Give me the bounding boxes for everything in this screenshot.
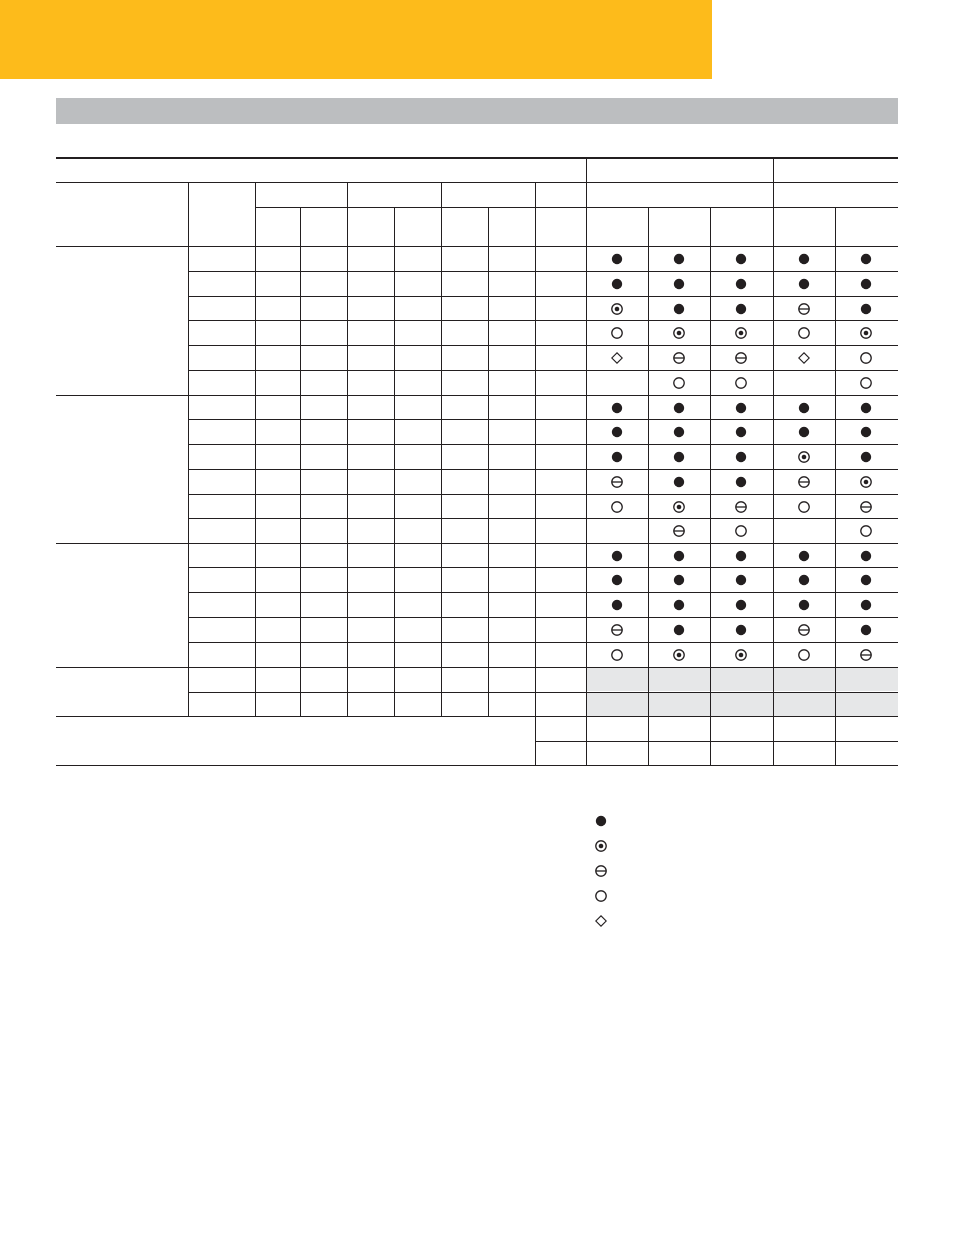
open-circle-icon	[611, 649, 623, 661]
filled-circle-icon	[860, 574, 872, 586]
open-diamond-icon	[595, 915, 607, 927]
filled-circle-icon	[673, 278, 685, 290]
filled-circle-icon	[860, 550, 872, 562]
filled-circle-icon	[673, 476, 685, 488]
shaded-cell	[773, 692, 835, 716]
filled-circle-icon	[673, 253, 685, 265]
filled-circle-icon	[611, 550, 623, 562]
circle-with-center-dot-icon	[611, 303, 623, 315]
filled-circle-icon	[673, 426, 685, 438]
circle-with-horizontal-bar-icon	[860, 501, 872, 513]
circle-with-center-dot-icon	[735, 327, 747, 339]
row-rule	[188, 444, 898, 445]
circle-with-horizontal-bar-icon	[798, 624, 810, 636]
filled-circle-icon	[611, 426, 623, 438]
filled-circle-icon	[611, 599, 623, 611]
row-rule	[188, 617, 898, 618]
open-circle-icon	[595, 890, 607, 902]
row-rule	[188, 370, 898, 371]
filled-circle-icon	[735, 624, 747, 636]
shaded-cell	[773, 667, 835, 691]
shaded-cell	[648, 667, 710, 691]
row-rule	[56, 716, 898, 717]
row-rule	[188, 642, 898, 643]
filled-circle-icon	[798, 599, 810, 611]
circle-with-center-dot-icon	[673, 327, 685, 339]
header-bottom-rule	[56, 246, 898, 247]
legend-item	[590, 912, 830, 930]
circle-with-horizontal-bar-icon	[673, 525, 685, 537]
circle-with-horizontal-bar-icon	[611, 624, 623, 636]
col-rule	[300, 207, 301, 716]
open-circle-icon	[735, 377, 747, 389]
legend-item	[590, 812, 830, 830]
circle-with-center-dot-icon	[595, 840, 607, 852]
table-bottom-rule	[56, 765, 898, 766]
open-circle-icon	[735, 525, 747, 537]
header-rule-2b	[586, 207, 898, 208]
circle-with-horizontal-bar-icon	[611, 476, 623, 488]
row-rule	[188, 345, 898, 346]
row-rule	[188, 469, 898, 470]
filled-circle-icon	[595, 815, 607, 827]
filled-circle-icon	[735, 303, 747, 315]
filled-circle-icon	[860, 451, 872, 463]
open-circle-icon	[673, 377, 685, 389]
open-circle-icon	[798, 649, 810, 661]
filled-circle-icon	[798, 278, 810, 290]
open-diamond-icon	[798, 352, 810, 364]
filled-circle-icon	[860, 402, 872, 414]
circle-with-center-dot-icon	[860, 327, 872, 339]
table-top-rule	[56, 157, 898, 159]
col-rule	[648, 207, 649, 766]
legend-item	[590, 887, 830, 905]
filled-circle-icon	[860, 253, 872, 265]
circle-with-horizontal-bar-icon	[735, 501, 747, 513]
shaded-cell	[835, 667, 898, 691]
filled-circle-icon	[611, 278, 623, 290]
filled-circle-icon	[673, 303, 685, 315]
filled-circle-icon	[673, 550, 685, 562]
open-circle-icon	[611, 327, 623, 339]
legend-item	[590, 862, 830, 880]
shaded-cell	[586, 692, 648, 716]
open-circle-icon	[798, 501, 810, 513]
filled-circle-icon	[735, 278, 747, 290]
col-rule	[710, 207, 711, 766]
filled-circle-icon	[798, 402, 810, 414]
circle-with-horizontal-bar-icon	[673, 352, 685, 364]
row-rule	[188, 320, 898, 321]
circle-with-center-dot-icon	[735, 649, 747, 661]
filled-circle-icon	[673, 402, 685, 414]
row-rule	[188, 592, 898, 593]
filled-circle-icon	[673, 574, 685, 586]
col-rule	[347, 182, 348, 716]
open-circle-icon	[798, 327, 810, 339]
group-rule	[56, 395, 898, 396]
col-rule	[586, 158, 587, 766]
circle-with-center-dot-icon	[860, 476, 872, 488]
filled-circle-icon	[611, 574, 623, 586]
group-rule	[56, 667, 898, 668]
filled-circle-icon	[611, 402, 623, 414]
row-rule	[188, 271, 898, 272]
row-rule	[188, 419, 898, 420]
col-rule	[188, 182, 189, 716]
filled-circle-icon	[798, 253, 810, 265]
circle-with-center-dot-icon	[673, 649, 685, 661]
col-rule	[394, 207, 395, 716]
col-rule	[835, 207, 836, 766]
legend-item	[590, 837, 830, 855]
filled-circle-icon	[798, 550, 810, 562]
filled-circle-icon	[673, 624, 685, 636]
row-rule	[188, 692, 898, 693]
open-diamond-icon	[611, 352, 623, 364]
filled-circle-icon	[735, 476, 747, 488]
filled-circle-icon	[798, 426, 810, 438]
col-rule	[488, 207, 489, 716]
open-circle-icon	[611, 501, 623, 513]
row-rule	[535, 741, 898, 742]
circle-with-center-dot-icon	[673, 501, 685, 513]
open-circle-icon	[860, 525, 872, 537]
shaded-cell	[710, 692, 773, 716]
filled-circle-icon	[735, 574, 747, 586]
filled-circle-icon	[798, 574, 810, 586]
group-rule	[56, 543, 898, 544]
shaded-cell	[835, 692, 898, 716]
col-rule	[441, 182, 442, 716]
circle-with-horizontal-bar-icon	[595, 865, 607, 877]
filled-circle-icon	[860, 599, 872, 611]
filled-circle-icon	[735, 599, 747, 611]
shaded-cell	[710, 667, 773, 691]
filled-circle-icon	[611, 253, 623, 265]
row-rule	[188, 518, 898, 519]
filled-circle-icon	[673, 451, 685, 463]
row-rule	[188, 494, 898, 495]
header-rule-2a	[255, 207, 586, 208]
filled-circle-icon	[611, 451, 623, 463]
row-rule	[188, 296, 898, 297]
circle-with-center-dot-icon	[798, 451, 810, 463]
open-circle-icon	[860, 352, 872, 364]
open-circle-icon	[860, 377, 872, 389]
circle-with-horizontal-bar-icon	[860, 649, 872, 661]
circle-with-horizontal-bar-icon	[798, 476, 810, 488]
circle-with-horizontal-bar-icon	[735, 352, 747, 364]
filled-circle-icon	[735, 451, 747, 463]
filled-circle-icon	[735, 550, 747, 562]
filled-circle-icon	[735, 253, 747, 265]
filled-circle-icon	[860, 426, 872, 438]
filled-circle-icon	[735, 402, 747, 414]
filled-circle-icon	[673, 599, 685, 611]
col-rule	[773, 158, 774, 766]
shaded-cell	[586, 667, 648, 691]
filled-circle-icon	[860, 278, 872, 290]
filled-circle-icon	[860, 624, 872, 636]
filled-circle-icon	[860, 303, 872, 315]
col-rule	[535, 182, 536, 766]
row-rule	[188, 567, 898, 568]
header-rule-1	[56, 182, 898, 183]
shaded-cell	[648, 692, 710, 716]
circle-with-horizontal-bar-icon	[798, 303, 810, 315]
filled-circle-icon	[735, 426, 747, 438]
col-rule	[255, 182, 256, 716]
